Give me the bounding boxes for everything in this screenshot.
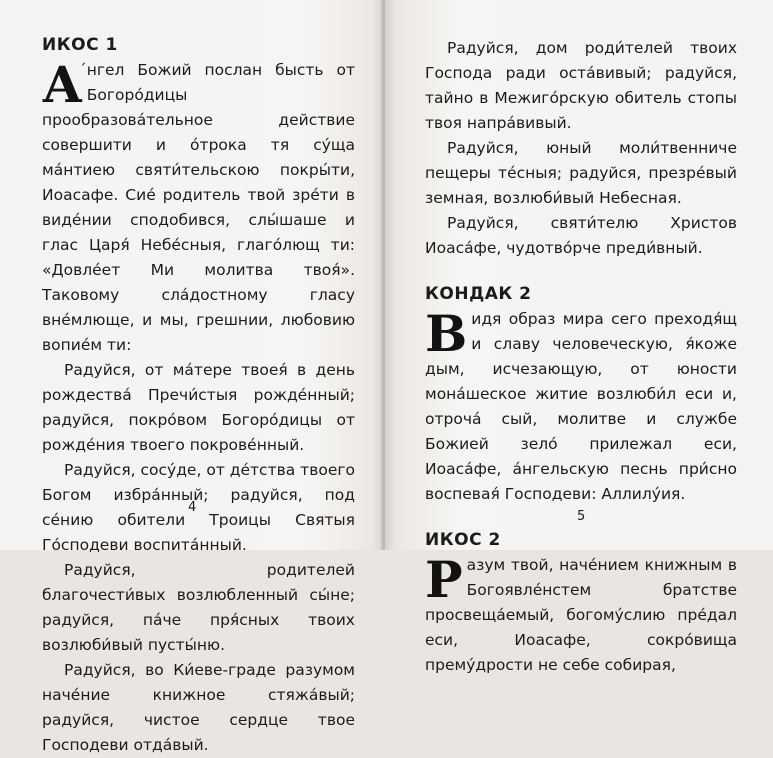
paragraph: Радуйся, сосу́де, от де́тства твоего Богом избра́нный; радуйся, под се́нию обители Троицы Святыя Го́сподеви воспита́нный. [42,461,355,554]
paragraph: Радуйся, во Ки́еве-граде разумом наче́ние книжное стяжа́вый; радуйся, чистое сердце твое Господеви отда́вый. [42,661,355,754]
kondak-2-paragraph [425,304,737,507]
right-page-text [425,36,737,678]
paragraph: Радуйся, юный моли́твенниче пещеры те́сныя; радуйся, презре́вый земная, возлюби́вый Небесная. [425,139,737,207]
left-page-text [42,32,355,758]
left-page [0,0,383,754]
right-page [385,0,773,674]
ikos-1-opening-paragraph [42,55,355,358]
paragraph: Радуйся, родителей благочести́вых возлюбленный сы́не; радуйся, па́че пря́сных твоих возлюби́вый пусты́ню. [42,561,355,654]
ikos-2-heading: ИКОС 2 [425,530,501,550]
page-number: 5 [577,509,586,524]
drop-cap-letter: В [425,304,468,363]
drop-cap-letter: Р [425,550,463,609]
page-number: 4 [188,500,197,515]
paragraph: Радуйся, от ма́тере твоея́ в день рождества́ Пречи́стыя рожде́нный; радуйся, покро́вом Богоро́дицы от рожде́ния твоего покрове́нный. [42,361,355,454]
drop-cap-letter: А [42,55,83,114]
kondak-2-heading: КОНДАК 2 [425,284,532,304]
ikos-1-text: ́нгел Божий послан бысть от Богоро́дицы прообразова́тельное действие совершити и о́трока тя су́ща ма́нтиею святи́тельскою покры́ти, Иоасафе. Сие́ родитель твой зре́ти в виде́нии сподобився, слы́шаше и глас Царя́ Небе́сныя, глаго́лющ ти: «Довле́ет Ми молитва твоя́». Таковому сла́достному гласу вне́млюще, и мы, грешнии, любовию вопие́м ти: [42,61,355,354]
ikos-1-heading: ИКОС 1 [42,35,118,55]
kondak-2-text: идя образ мира сего преходя́щ и славу человеческую, я́коже дым, исчезающую, от юности мона́шеское житие возлюби́л еси и, отроча́ сый, молитве и службе Божией зело́ прилежал еси, Иоаса́фе, а́нгельскую песнь при́сно воспевая́ Господеви: Аллилу́ия. [425,310,737,503]
ikos-2-paragraph [425,550,737,678]
paragraph: Радуйся, святи́телю Христов Иоаса́фе, чудотво́рче преди́вный. [425,214,737,257]
paragraph: Радуйся, дом роди́телей твоих Господа ради оста́вивый; радуйся, тайно в Межиго́рскую обитель стопы твоя напра́вивый. [425,39,737,132]
ikos-2-text: азум твой, наче́нием книжным в Богоявле́нстем братстве просвеща́емый, богому́слию пре́дал еси, Иоасафе, сокро́вища прему́дрости не себе собирая, [425,556,737,674]
